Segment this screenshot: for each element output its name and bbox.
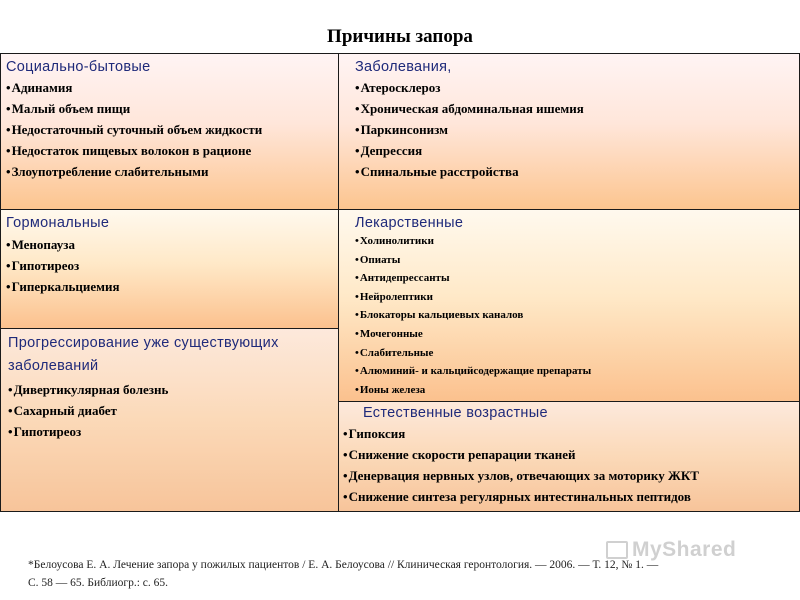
list-item: • Холинолитики [355,232,799,251]
list-item: • Малый объем пищи [6,98,338,119]
list-age [343,423,799,507]
list-item: • Гипотиреоз [6,255,338,276]
list-social [6,77,338,182]
list-item: • Алюминий- и кальцийсодержащие препараты [355,362,799,381]
cell-progression [0,328,339,512]
list-item: • Нейролептики [355,288,799,307]
heading-age: Естественные возрастные [363,405,548,421]
list-item: • Паркинсонизм [355,119,799,140]
list-item: • Ионы железа [355,381,799,400]
cell-age [338,401,800,512]
footnote-line2: С. 58 — 65. Библиогр.: с. 65. [28,577,169,589]
list-item: • Снижение скорости репарации тканей [343,444,799,465]
list-diseases [355,77,799,182]
list-item: • Гиперкальциемия [6,276,338,297]
cell-diseases [338,53,800,210]
list-item: • Атеросклероз [355,77,799,98]
list-item: • Адинамия [6,77,338,98]
heading-progression-line2: заболеваний [8,358,99,374]
heading-drugs: Лекарственные [355,215,464,231]
watermark-text: MyShared [632,538,737,561]
list-progression [8,379,338,442]
list-item: • Недостаток пищевых волокон в рационе [6,140,338,161]
list-item: • Менопауза [6,234,338,255]
footnote [28,556,788,592]
list-item: • Мочегонные [355,325,799,344]
list-item: • Сахарный диабет [8,400,338,421]
heading-progression-line1: Прогрессирование уже существующих [8,335,279,351]
list-item: • Депрессия [355,140,799,161]
heading-hormonal: Гормональные [6,215,110,231]
list-item: • Спинальные расстройства [355,161,799,182]
heading-social: Социально-бытовые [6,59,151,75]
footnote-line1: *Белоусова Е. А. Лечение запора у пожилых пациентов / Е. А. Белоусова // Клиническая геронтология. — 2006. — Т. 12, № 1. — [28,559,659,571]
cell-hormonal [0,209,339,329]
list-item: • Денервация нервных узлов, отвечающих за моторику ЖКТ [343,465,799,486]
list-item: • Хроническая абдоминальная ишемия [355,98,799,119]
list-item: • Опиаты [355,251,799,270]
cell-drugs [338,209,800,402]
list-item: • Слабительные [355,344,799,363]
list-item: • Блокаторы кальциевых каналов [355,306,799,325]
list-item: • Недостаточный суточный объем жидкости [6,119,338,140]
list-item: • Снижение синтеза регулярных интестинальных пептидов [343,486,799,507]
page-title: Причины запора [327,26,473,47]
list-hormonal [6,234,338,297]
list-item: • Гипотиреоз [8,421,338,442]
list-item: • Антидепрессанты [355,269,799,288]
cell-social [0,53,339,210]
list-item: • Дивертикулярная болезнь [8,379,338,400]
list-item: • Гипоксия [343,423,799,444]
list-drugs [355,232,799,399]
heading-diseases: Заболевания, [355,59,452,75]
list-item: • Злоупотребление слабительными [6,161,338,182]
